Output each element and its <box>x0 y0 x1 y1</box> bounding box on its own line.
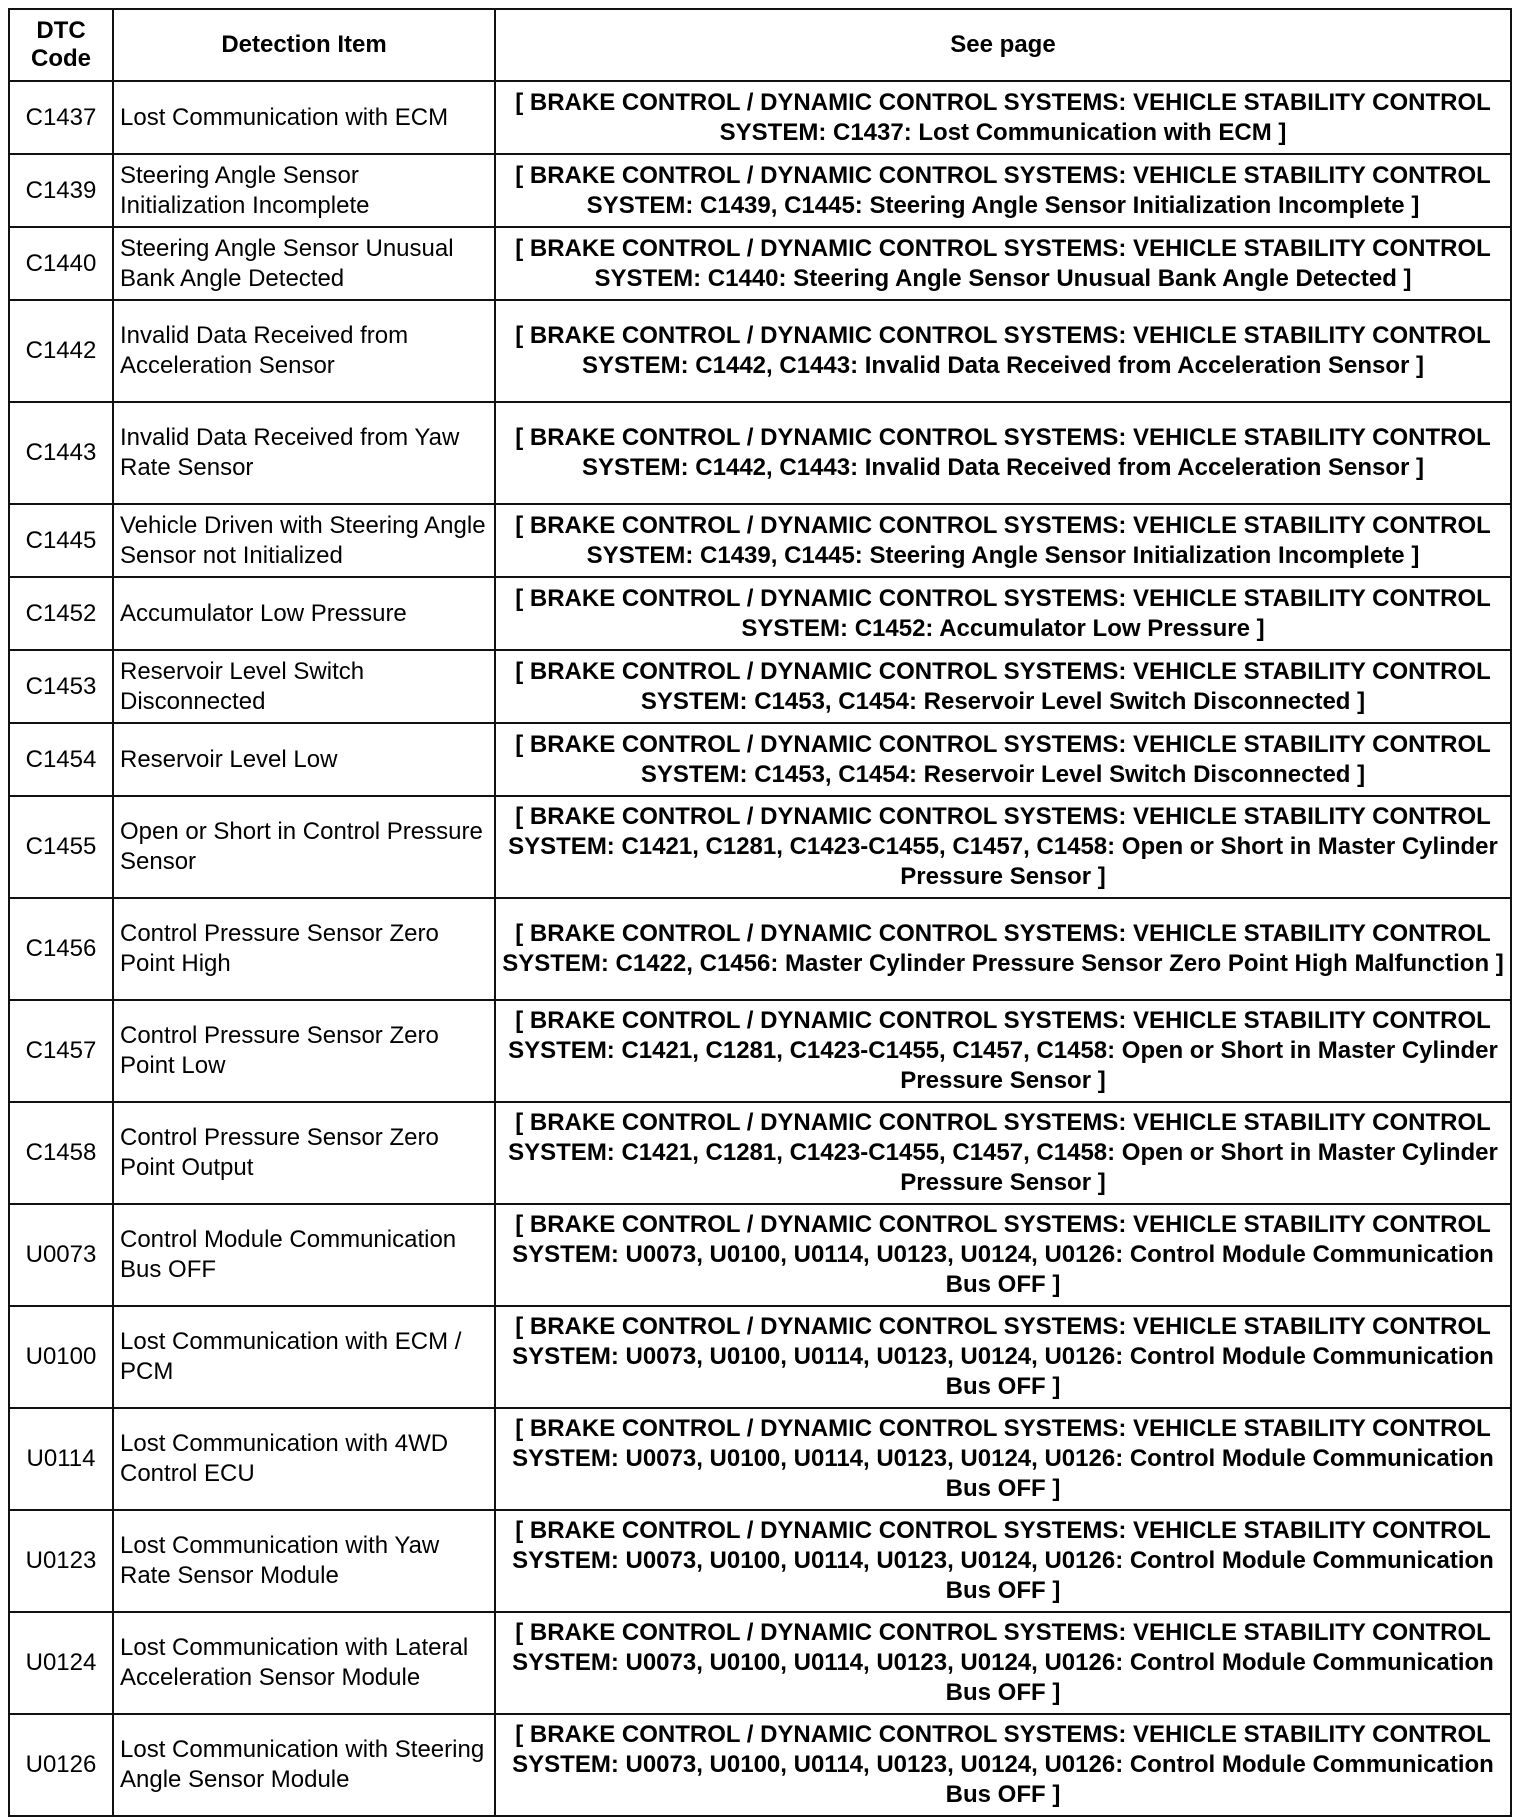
table-row <box>9 1612 1511 1714</box>
see-page-link[interactable]: [ BRAKE CONTROL / DYNAMIC CONTROL SYSTEMS: VEHICLE STABILITY CONTROL SYSTEM: C1421, C1281, C1423-C1455, C1457, C1458: Open or Short in Master Cylinder Pressure Sensor ] <box>495 1102 1511 1204</box>
detection-item-cell: Control Module Communication Bus OFF <box>113 1204 495 1306</box>
see-page-link[interactable]: [ BRAKE CONTROL / DYNAMIC CONTROL SYSTEMS: VEHICLE STABILITY CONTROL SYSTEM: C1422, C1456: Master Cylinder Pressure Sensor Zero Point High Malfunction ] <box>495 898 1511 1000</box>
detection-item-cell: Lost Communication with Steering Angle Sensor Module <box>113 1714 495 1816</box>
table-row <box>9 577 1511 650</box>
detection-item-cell: Steering Angle Sensor Initialization Incomplete <box>113 154 495 227</box>
table-row <box>9 723 1511 796</box>
dtc-code-cell: U0126 <box>9 1714 113 1816</box>
detection-item-cell: Control Pressure Sensor Zero Point Low <box>113 1000 495 1102</box>
see-page-link[interactable]: [ BRAKE CONTROL / DYNAMIC CONTROL SYSTEMS: VEHICLE STABILITY CONTROL SYSTEM: C1453, C1454: Reservoir Level Switch Disconnected ] <box>495 650 1511 723</box>
table-row <box>9 154 1511 227</box>
table-row <box>9 1102 1511 1204</box>
detection-item-cell: Reservoir Level Switch Disconnected <box>113 650 495 723</box>
see-page-link[interactable]: [ BRAKE CONTROL / DYNAMIC CONTROL SYSTEMS: VEHICLE STABILITY CONTROL SYSTEM: C1437: Lost Communication with ECM ] <box>495 81 1511 154</box>
header-see-page: See page <box>495 9 1511 81</box>
detection-item-cell: Vehicle Driven with Steering Angle Sensor not Initialized <box>113 504 495 577</box>
see-page-link[interactable]: [ BRAKE CONTROL / DYNAMIC CONTROL SYSTEMS: VEHICLE STABILITY CONTROL SYSTEM: C1442, C1443: Invalid Data Received from Acceleration Sensor ] <box>495 300 1511 402</box>
detection-item-cell: Lost Communication with Yaw Rate Sensor Module <box>113 1510 495 1612</box>
table-row <box>9 796 1511 898</box>
see-page-link[interactable]: [ BRAKE CONTROL / DYNAMIC CONTROL SYSTEMS: VEHICLE STABILITY CONTROL SYSTEM: C1439, C1445: Steering Angle Sensor Initialization Incomplete ] <box>495 154 1511 227</box>
table-row <box>9 1714 1511 1816</box>
dtc-code-cell: C1439 <box>9 154 113 227</box>
dtc-code-cell: U0124 <box>9 1612 113 1714</box>
see-page-link[interactable]: [ BRAKE CONTROL / DYNAMIC CONTROL SYSTEMS: VEHICLE STABILITY CONTROL SYSTEM: U0073, U0100, U0114, U0123, U0124, U0126: Control Module Communication Bus OFF ] <box>495 1204 1511 1306</box>
table-row <box>9 1000 1511 1102</box>
detection-item-cell: Lost Communication with 4WD Control ECU <box>113 1408 495 1510</box>
detection-item-cell: Invalid Data Received from Acceleration Sensor <box>113 300 495 402</box>
detection-item-cell: Lost Communication with ECM <box>113 81 495 154</box>
dtc-code-cell: C1453 <box>9 650 113 723</box>
see-page-link[interactable]: [ BRAKE CONTROL / DYNAMIC CONTROL SYSTEMS: VEHICLE STABILITY CONTROL SYSTEM: C1421, C1281, C1423-C1455, C1457, C1458: Open or Short in Master Cylinder Pressure Sensor ] <box>495 796 1511 898</box>
dtc-code-cell: C1452 <box>9 577 113 650</box>
dtc-code-cell: C1443 <box>9 402 113 504</box>
dtc-code-cell: C1455 <box>9 796 113 898</box>
table-row <box>9 300 1511 402</box>
dtc-code-cell: U0073 <box>9 1204 113 1306</box>
dtc-table <box>8 8 1512 1817</box>
dtc-code-cell: C1454 <box>9 723 113 796</box>
see-page-link[interactable]: [ BRAKE CONTROL / DYNAMIC CONTROL SYSTEMS: VEHICLE STABILITY CONTROL SYSTEM: U0073, U0100, U0114, U0123, U0124, U0126: Control Module Communication Bus OFF ] <box>495 1714 1511 1816</box>
dtc-table-page <box>8 8 1510 1811</box>
dtc-code-cell: U0100 <box>9 1306 113 1408</box>
table-row <box>9 81 1511 154</box>
see-page-link[interactable]: [ BRAKE CONTROL / DYNAMIC CONTROL SYSTEMS: VEHICLE STABILITY CONTROL SYSTEM: U0073, U0100, U0114, U0123, U0124, U0126: Control Module Communication Bus OFF ] <box>495 1408 1511 1510</box>
table-row <box>9 504 1511 577</box>
table-row <box>9 650 1511 723</box>
see-page-link[interactable]: [ BRAKE CONTROL / DYNAMIC CONTROL SYSTEMS: VEHICLE STABILITY CONTROL SYSTEM: C1453, C1454: Reservoir Level Switch Disconnected ] <box>495 723 1511 796</box>
table-row <box>9 227 1511 300</box>
table-row <box>9 1510 1511 1612</box>
see-page-link[interactable]: [ BRAKE CONTROL / DYNAMIC CONTROL SYSTEMS: VEHICLE STABILITY CONTROL SYSTEM: C1440: Steering Angle Sensor Unusual Bank Angle Detected ] <box>495 227 1511 300</box>
see-page-link[interactable]: [ BRAKE CONTROL / DYNAMIC CONTROL SYSTEMS: VEHICLE STABILITY CONTROL SYSTEM: U0073, U0100, U0114, U0123, U0124, U0126: Control Module Communication Bus OFF ] <box>495 1510 1511 1612</box>
dtc-code-cell: C1456 <box>9 898 113 1000</box>
table-row <box>9 402 1511 504</box>
table-body <box>9 81 1511 1816</box>
table-header-row <box>9 9 1511 81</box>
detection-item-cell: Control Pressure Sensor Zero Point High <box>113 898 495 1000</box>
dtc-code-cell: C1440 <box>9 227 113 300</box>
see-page-link[interactable]: [ BRAKE CONTROL / DYNAMIC CONTROL SYSTEMS: VEHICLE STABILITY CONTROL SYSTEM: C1452: Accumulator Low Pressure ] <box>495 577 1511 650</box>
dtc-code-cell: C1442 <box>9 300 113 402</box>
see-page-link[interactable]: [ BRAKE CONTROL / DYNAMIC CONTROL SYSTEMS: VEHICLE STABILITY CONTROL SYSTEM: C1442, C1443: Invalid Data Received from Acceleration Sensor ] <box>495 402 1511 504</box>
dtc-code-cell: C1457 <box>9 1000 113 1102</box>
header-detection-item: Detection Item <box>113 9 495 81</box>
detection-item-cell: Lost Communication with Lateral Acceleration Sensor Module <box>113 1612 495 1714</box>
detection-item-cell: Accumulator Low Pressure <box>113 577 495 650</box>
table-row <box>9 898 1511 1000</box>
detection-item-cell: Steering Angle Sensor Unusual Bank Angle Detected <box>113 227 495 300</box>
see-page-link[interactable]: [ BRAKE CONTROL / DYNAMIC CONTROL SYSTEMS: VEHICLE STABILITY CONTROL SYSTEM: U0073, U0100, U0114, U0123, U0124, U0126: Control Module Communication Bus OFF ] <box>495 1612 1511 1714</box>
dtc-code-cell: C1458 <box>9 1102 113 1204</box>
detection-item-cell: Invalid Data Received from Yaw Rate Sensor <box>113 402 495 504</box>
dtc-code-cell: U0123 <box>9 1510 113 1612</box>
table-row <box>9 1204 1511 1306</box>
see-page-link[interactable]: [ BRAKE CONTROL / DYNAMIC CONTROL SYSTEMS: VEHICLE STABILITY CONTROL SYSTEM: U0073, U0100, U0114, U0123, U0124, U0126: Control Module Communication Bus OFF ] <box>495 1306 1511 1408</box>
table-row <box>9 1408 1511 1510</box>
detection-item-cell: Control Pressure Sensor Zero Point Output <box>113 1102 495 1204</box>
table-row <box>9 1306 1511 1408</box>
header-dtc-code: DTC Code <box>9 9 113 81</box>
dtc-code-cell: U0114 <box>9 1408 113 1510</box>
detection-item-cell: Lost Communication with ECM / PCM <box>113 1306 495 1408</box>
detection-item-cell: Open or Short in Control Pressure Sensor <box>113 796 495 898</box>
dtc-code-cell: C1445 <box>9 504 113 577</box>
detection-item-cell: Reservoir Level Low <box>113 723 495 796</box>
see-page-link[interactable]: [ BRAKE CONTROL / DYNAMIC CONTROL SYSTEMS: VEHICLE STABILITY CONTROL SYSTEM: C1421, C1281, C1423-C1455, C1457, C1458: Open or Short in Master Cylinder Pressure Sensor ] <box>495 1000 1511 1102</box>
see-page-link[interactable]: [ BRAKE CONTROL / DYNAMIC CONTROL SYSTEMS: VEHICLE STABILITY CONTROL SYSTEM: C1439, C1445: Steering Angle Sensor Initialization Incomplete ] <box>495 504 1511 577</box>
dtc-code-cell: C1437 <box>9 81 113 154</box>
